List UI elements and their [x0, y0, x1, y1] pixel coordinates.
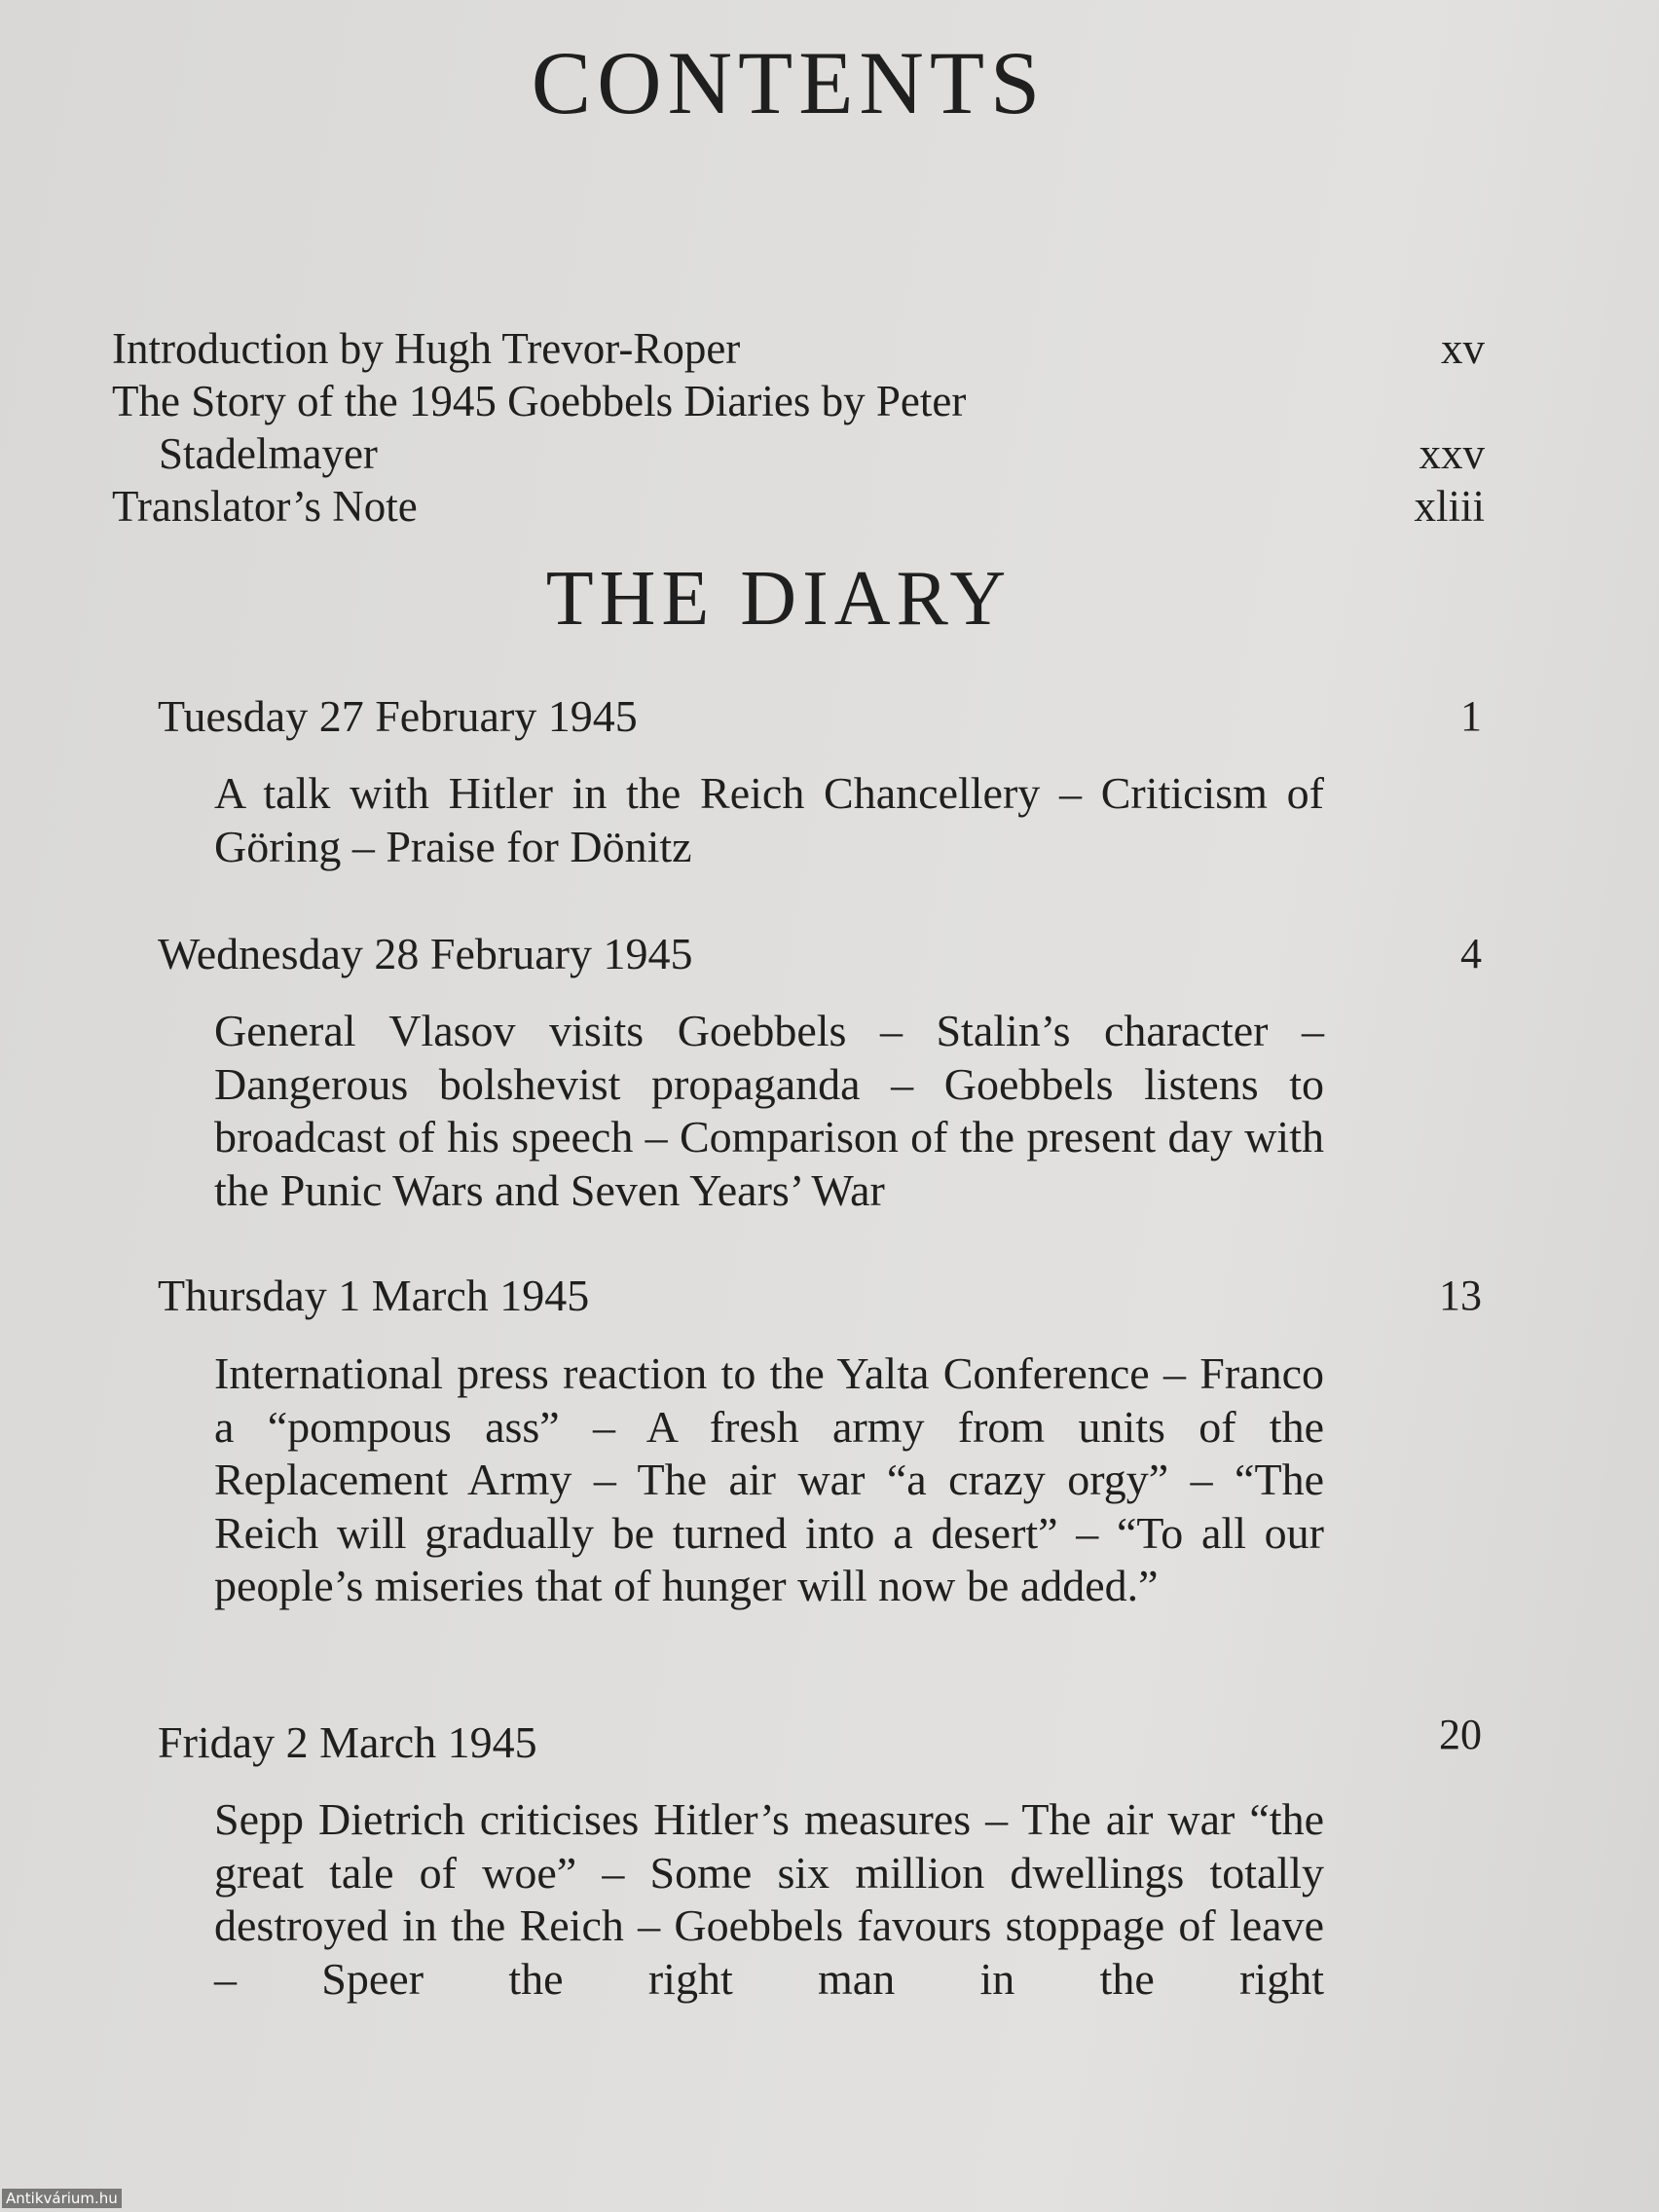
- toc-entry-page: xliii: [1414, 482, 1485, 531]
- toc-entry-introduction: [112, 323, 1485, 382]
- toc-entry-page: xv: [1441, 324, 1485, 373]
- toc-entry-title-continued: Stadelmayer: [159, 429, 378, 478]
- diary-entry: [158, 689, 1482, 884]
- toc-entry-title: Introduction by Hugh Trevor-Roper: [112, 324, 741, 373]
- diary-entry: [158, 1711, 1482, 2027]
- entry-summary: A talk with Hitler in the Reich Chancellery – Criticism of Göring – Praise for Dönitz: [214, 768, 1324, 871]
- toc-entry-title: The Story of the 1945 Goebbels Diaries by Peter: [112, 377, 967, 425]
- toc-entry-translators-note: [112, 481, 1485, 539]
- watermark-logo: Antikvárium.hu: [2, 2189, 122, 2208]
- entry-date: Wednesday 28 February 1945: [158, 929, 693, 978]
- entry-summary: International press reaction to the Yalta Conference – Franco a “pompous ass” – A fresh army from units of the Replacement Army – The air war “a crazy orgy” – “The Reich will gradually be turned into a desert” – “To all our people’s miseries that of hunger will now be added.”: [214, 1348, 1324, 1610]
- toc-entry-page: xxv: [1419, 429, 1485, 478]
- diary-entry: [158, 1269, 1482, 1677]
- entry-page: 4: [1460, 930, 1482, 977]
- contents-heading: CONTENTS: [531, 33, 1047, 132]
- toc-entry-story: [112, 376, 1485, 483]
- entry-date: Friday 2 March 1945: [158, 1717, 537, 1767]
- entry-page: 13: [1439, 1272, 1482, 1319]
- entry-date: Tuesday 27 February 1945: [158, 691, 638, 741]
- entry-date: Thursday 1 March 1945: [158, 1271, 590, 1320]
- entry-page: 20: [1439, 1711, 1482, 1758]
- diary-entry: [158, 927, 1482, 1238]
- toc-entry-title: Translator’s Note: [112, 482, 418, 531]
- entry-page: 1: [1460, 692, 1482, 740]
- entry-summary: Sepp Dietrich criticises Hitler’s measures – The air war “the great tale of woe” – Some six million dwellings totally destroyed in the Reich – Goebbels favours stoppage of leave – Speer the right man in the right: [214, 1794, 1324, 2004]
- diary-heading: THE DIARY: [545, 556, 1013, 642]
- entry-summary: General Vlasov visits Goebbels – Stalin’s character – Dangerous bolshevist propaganda – Goebbels listens to broadcast of his speech – Comparison of the present day with the Punic Wars and Seven Years’ War: [214, 1006, 1324, 1215]
